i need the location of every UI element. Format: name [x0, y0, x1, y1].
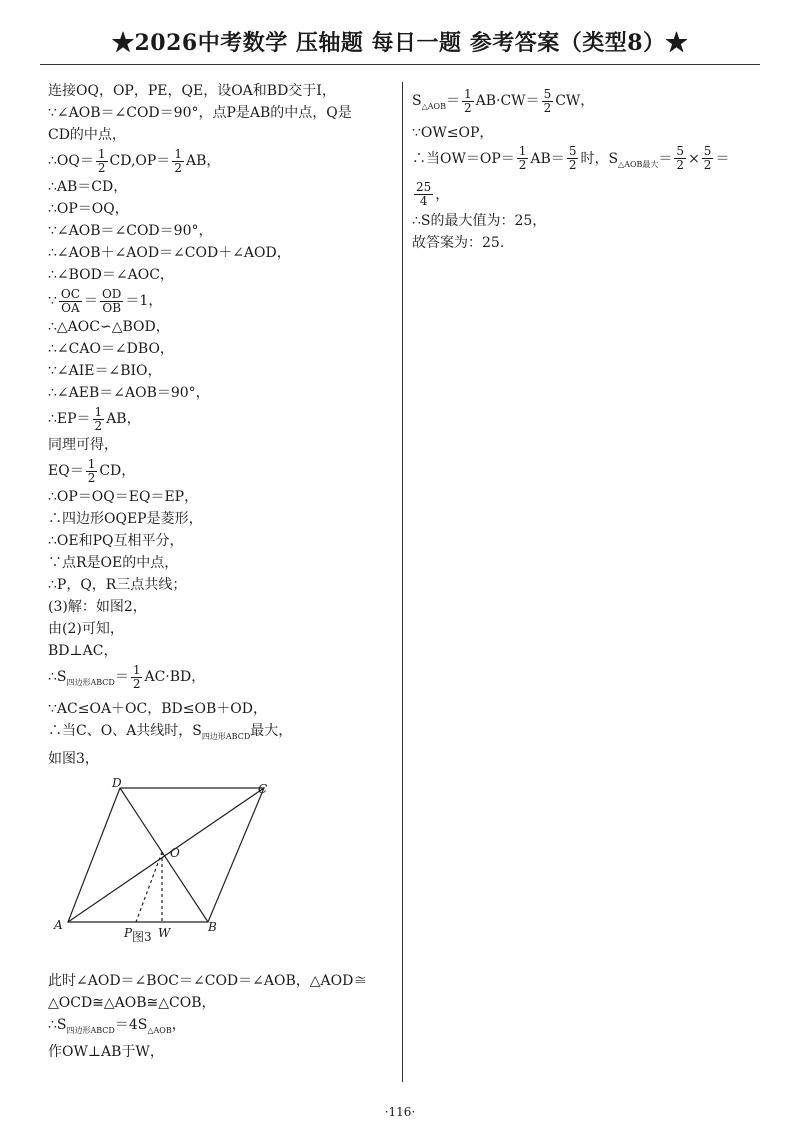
- fraction-half: $\frac{1}{2}$: [97, 146, 106, 175]
- line-29: 如图3，: [48, 750, 99, 767]
- right-line-6: 故答案为：25.: [412, 234, 505, 251]
- line-25: BD⊥AC，: [48, 643, 118, 659]
- line-14: ∴∠AEB＝∠AOB＝90°，: [48, 385, 210, 401]
- line-13: ∵∠AIE＝∠BIO，: [48, 363, 162, 379]
- line-17: EQ＝ $\frac{1}{2}$ CD，: [48, 456, 136, 485]
- line-2: ∵∠AOB＝∠COD＝90°，点P是AB的中点，Q是: [48, 105, 352, 121]
- line-7: ∵∠AOB＝∠COD＝90°，: [48, 223, 213, 239]
- fraction-five-halves: $\frac{5}{2}$: [703, 144, 712, 173]
- fraction-half: $\frac{1}{2}$: [518, 144, 527, 173]
- fraction-half: $\frac{1}{2}$: [94, 404, 103, 433]
- right-line-3: ∴当OW＝OP＝ $\frac{1}{2}$ AB＝ $\frac{5}{2}$ 时，$S_{\triangle AOB最大}=$ $\frac{5}{2}$ × $\frac{5}{2}$ ＝: [412, 144, 730, 173]
- line-3: CD的中点，: [48, 127, 126, 143]
- right-line-5: ∴S的最大值为：25，: [412, 212, 547, 229]
- line-20: ∴OE和PQ互相平分，: [48, 533, 184, 549]
- fraction-25-over-4: $\frac{25}{4}$: [416, 180, 432, 209]
- line-15: ∴EP＝ $\frac{1}{2}$ AB，: [48, 404, 141, 433]
- line-31: △OCD≅△AOB≅△COB，: [48, 994, 216, 1011]
- fraction-half: $\frac{1}{2}$: [132, 662, 141, 691]
- label-d: D: [112, 775, 122, 790]
- fraction-five-halves: $\frac{5}{2}$: [543, 86, 552, 115]
- line-9: ∴∠BOD＝∠AOC，: [48, 267, 174, 283]
- line-32: $\therefore S_{四边形ABCD}=4S_{\triangle AOB}$，: [48, 1016, 186, 1035]
- column-divider: [402, 82, 403, 1082]
- line-21: ∵点R是OE的中点，: [48, 555, 179, 571]
- right-column: [412, 86, 762, 254]
- line-6: ∴OP＝OQ，: [48, 201, 129, 217]
- label-b: B: [208, 919, 217, 934]
- fraction-half: $\frac{1}{2}$: [174, 146, 182, 175]
- line-16: 同理可得，: [48, 437, 118, 453]
- right-line-2: ∵OW≤OP，: [412, 124, 494, 141]
- figure-caption: 图3: [132, 929, 152, 944]
- label-o: O: [170, 845, 180, 860]
- line-23: (3)解：如图2，: [48, 599, 147, 615]
- line-1: 连接OQ，OP，PE，QE，设OA和BD交于I，: [48, 83, 336, 99]
- fraction-five-halves: $\frac{5}{2}$: [568, 144, 577, 173]
- header-rule: [40, 64, 760, 65]
- page-header: ★2026中考数学 压轴题 每日一题 参考答案（类型8）★: [111, 30, 689, 56]
- line-22: ∴P，Q，R三点共线；: [48, 577, 187, 593]
- fraction-half: $\frac{1}{2}$: [463, 86, 472, 115]
- right-line-4: $\frac{25}{4}$ ，: [416, 180, 450, 209]
- line-4: ∴OQ＝ $\frac{1}{2}$ CD,OP＝ $\frac{1}{2}$ AB，: [48, 146, 221, 175]
- diagonal-ac: [68, 788, 264, 922]
- fraction-od-ob: $\frac{OD}{OB}$: [101, 286, 122, 315]
- right-line-1: $S_{\triangle AOB}=$ $\frac{1}{2}$ AB·CW＝ $\frac{5}{2}$ CW，: [412, 86, 595, 115]
- figure-3-rhombus: [48, 774, 288, 964]
- line-11: ∴△AOC∽△BOD，: [48, 319, 170, 335]
- line-26: $\therefore S_{四边形ABCD}=$ $\frac{1}{2}$ AC·BD，: [48, 662, 206, 691]
- line-30: 此时∠AOD＝∠BOC＝∠COD＝∠AOB，△AOD≅: [48, 972, 368, 989]
- segment-op: [136, 852, 162, 922]
- line-18: ∴OP＝OQ＝EQ＝EP，: [48, 489, 199, 505]
- label-w: W: [158, 925, 171, 940]
- fraction-five-halves: $\frac{5}{2}$: [676, 144, 685, 173]
- page-number: ·116·: [384, 1105, 416, 1119]
- line-8: ∴∠AOB＋∠AOD＝∠COD＋∠AOD，: [48, 245, 291, 261]
- diagonal-bd: [120, 788, 208, 922]
- line-12: ∴∠CAO＝∠DBO，: [48, 341, 174, 357]
- line-10: ∵ $\frac{OC}{OA}$ ＝ $\frac{OD}{OB}$ ＝1，: [48, 286, 163, 315]
- label-p: P: [124, 925, 133, 940]
- line-5: ∴AB＝CD，: [48, 179, 128, 195]
- line-28: ∴当C、O、A共线时，$S_{四边形ABCD}$最大，: [48, 722, 293, 741]
- line-19: ∴四边形OQEP是菱形，: [48, 511, 203, 527]
- fraction-half: $\frac{1}{2}$: [87, 456, 96, 485]
- line-33: 作OW⊥AB于W，: [48, 1044, 164, 1061]
- fraction-oc-oa: $\frac{OC}{OA}$: [60, 286, 80, 315]
- line-24: 由(2)可知，: [48, 621, 124, 637]
- label-a: A: [54, 917, 63, 932]
- line-27: ∵AC≤OA＋OC，BD≤OB＋OD，: [48, 700, 267, 717]
- label-c: C: [258, 781, 268, 796]
- left-column: [48, 80, 393, 1063]
